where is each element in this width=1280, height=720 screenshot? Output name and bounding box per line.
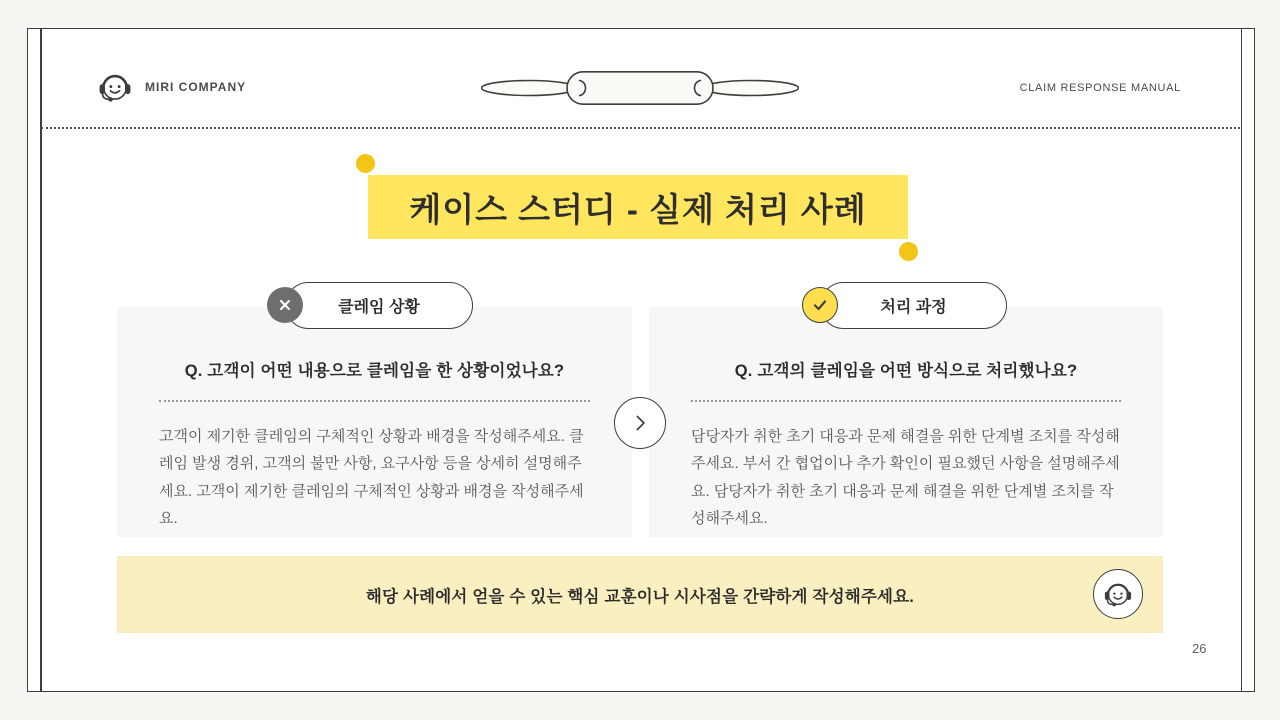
footer-headset-badge	[1093, 569, 1143, 619]
next-step-arrow	[614, 397, 666, 449]
chevron-right-icon	[623, 406, 657, 440]
x-circle-icon	[267, 287, 303, 323]
panel-inner-line-right	[1241, 29, 1243, 691]
handling-process-question: Q. 고객의 클레임을 어떤 방식으로 처리했나요?	[734, 362, 1078, 380]
headset-smiley-icon	[95, 67, 135, 107]
handling-process-card	[649, 307, 1163, 537]
key-lesson-banner	[117, 556, 1163, 633]
handling-process-body: 담당자가 취한 초기 대응과 문제 해결을 위한 단계별 조치를 작성해주세요. 부서 간 협업이나 추가 확인이 필요했던 사항을 설명해주세요. 담당자가 취한 초기 대응과 문제 해결을 위한 단계별 조치를 작성해주세요.	[691, 428, 1120, 527]
badge-claim-situation: 클레임 상황	[285, 282, 473, 329]
title-accent-dot-bottom	[899, 242, 918, 261]
capsule-chain-ornament	[481, 70, 799, 106]
company-logo	[95, 67, 246, 107]
slide-title: 케이스 스터디 - 실제 처리 사례	[368, 175, 908, 239]
header-dotted-divider	[41, 127, 1240, 129]
manual-label: CLAIM RESPONSE MANUAL	[1019, 82, 1181, 94]
claim-situation-question: Q. 고객이 어떤 내용으로 클레임을 한 상황이었나요?	[184, 362, 565, 380]
badge-handling-process: 처리 과정	[820, 282, 1007, 329]
card-dotted-divider	[691, 400, 1121, 402]
claim-situation-body: 고객이 제기한 클레임의 구체적인 상황과 배경을 작성해주세요. 클레임 발생 경위, 고객의 불만 사항, 요구사항 등을 상세히 설명해주세요. 고객이 제기한 클레임의 구체적인 상황과 배경을 작성해주세요.	[159, 428, 584, 527]
card-dotted-divider	[159, 400, 590, 402]
title-accent-dot-top	[356, 154, 375, 173]
key-lesson-text: 해당 사례에서 얻을 수 있는 핵심 교훈이나 시사점을 간략하게 작성해주세요.	[365, 587, 915, 606]
claim-situation-card	[117, 307, 632, 537]
check-circle-icon	[802, 287, 838, 323]
logo-text: MIRI COMPANY	[145, 80, 247, 94]
headset-smiley-icon	[1101, 577, 1135, 611]
page-number: 26	[1192, 641, 1207, 656]
